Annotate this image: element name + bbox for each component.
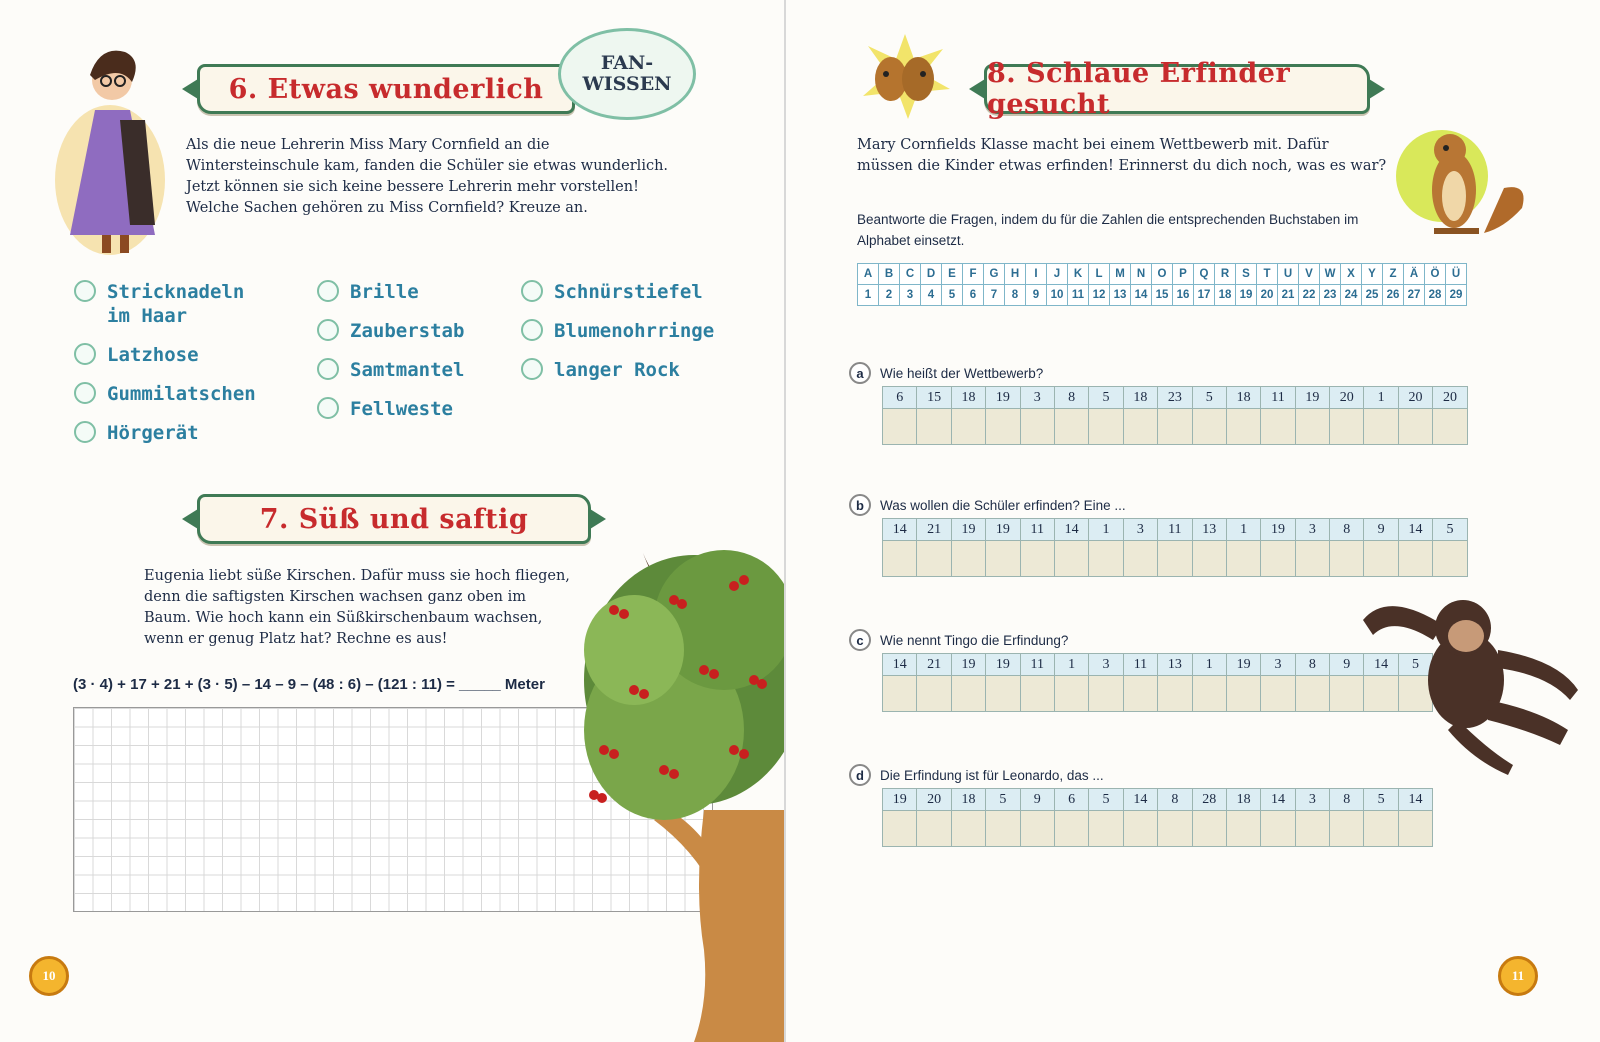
alphabet-number-cell: 27 [1404,285,1425,306]
question-text: Die Erfindung ist für Leonardo, das ... [880,767,1104,783]
checkbox-circle[interactable] [317,280,339,302]
alphabet-number-cell: 24 [1341,285,1362,306]
cipher-code-cell: 19 [883,789,917,811]
alphabet-letter-cell: C [900,264,921,285]
page-number-right: 11 [1498,956,1538,996]
cipher-answer-row [883,409,1468,445]
question-c [849,629,1068,651]
cipher-answer-cell[interactable] [1192,676,1226,712]
cipher-code-row [883,519,1468,541]
cipher-code-cell: 20 [1330,387,1364,409]
cipher-answer-cell[interactable] [1433,541,1467,577]
cipher-answer-cell[interactable] [1261,676,1295,712]
question-a [849,362,1043,384]
section-6-text: Als die neue Lehrerin Miss Mary Cornfield an die Wintersteinschule kam, fanden die Schüler sie etwas wunderlich. Jetzt können sie sich keine bessere Lehrerin mehr vorstellen! Welche Sachen gehören zu Miss Cornfield? Kreuze an. [186,137,669,216]
alphabet-number-cell: 6 [963,285,984,306]
cipher-answer-cell[interactable] [1398,811,1432,847]
alphabet-number-cell: 13 [1110,285,1131,306]
alphabet-letter-cell: O [1152,264,1173,285]
alphabet-letter-cell: Y [1362,264,1383,285]
cipher-code-cell: 3 [1020,387,1054,409]
cipher-code-cell: 19 [1261,519,1295,541]
cipher-code-cell: 1 [1226,519,1260,541]
cipher-answer-cell[interactable] [1295,541,1329,577]
cipher-code-cell: 19 [986,387,1020,409]
cipher-answer-cell[interactable] [1020,676,1054,712]
cipher-code-cell: 14 [1123,789,1157,811]
cipher-answer-cell[interactable] [1158,409,1192,445]
cipher-code-cell: 1 [1192,654,1226,676]
cipher-code-cell: 1 [1089,519,1123,541]
cipher-answer-cell[interactable] [883,541,917,577]
alphabet-letter-cell: V [1299,264,1320,285]
alphabet-letter-cell: X [1341,264,1362,285]
cipher-answer-cell[interactable] [1261,811,1295,847]
cipher-code-cell: 20 [917,789,951,811]
alphabet-letter-cell: T [1257,264,1278,285]
cipher-answer-cell[interactable] [986,811,1020,847]
cipher-answer-cell[interactable] [1261,409,1295,445]
question-letter-badge: d [849,764,871,786]
question-letter-badge: b [849,494,871,516]
checkbox-circle[interactable] [74,421,96,443]
cipher-code-cell: 19 [951,654,985,676]
option-item[interactable]: Stricknadeln im Haar [74,280,264,328]
alphabet-letter-cell: B [879,264,900,285]
option-item[interactable]: langer Rock [521,358,680,382]
question-letter-badge: a [849,362,871,384]
cipher-code-cell: 8 [1158,789,1192,811]
option-item[interactable]: Samtmantel [317,358,464,382]
alphabet-letter-cell: Ä [1404,264,1425,285]
page-number-left: 10 [29,956,69,996]
cherry-tree-illustration [554,530,784,1042]
checkbox-circle[interactable] [521,280,543,302]
cipher-code-cell: 9 [1364,519,1398,541]
cipher-answer-cell[interactable] [1330,541,1364,577]
cipher-answer-cell[interactable] [1364,541,1398,577]
alphabet-letter-cell: W [1320,264,1341,285]
alphabet-letter-cell: G [984,264,1005,285]
alphabet-number-cell: 11 [1068,285,1089,306]
alphabet-letter-cell: R [1215,264,1236,285]
cipher-code-cell: 5 [1433,519,1467,541]
cipher-code-cell: 11 [1123,654,1157,676]
section-6-title: 6. Etwas wunderlich [228,73,544,105]
checkbox-circle[interactable] [317,358,339,380]
question-letter-badge: c [849,629,871,651]
alphabet-number-cell: 22 [1299,285,1320,306]
cipher-answer-cell[interactable] [951,541,985,577]
cipher-code-cell: 13 [1158,654,1192,676]
cipher-answer-row [883,541,1468,577]
section-7-title: 7. Süß und saftig [259,503,529,535]
question-text: Was wollen die Schüler erfinden? Eine ... [880,497,1126,513]
checkbox-circle[interactable] [317,397,339,419]
cipher-code-cell: 15 [917,387,951,409]
checkbox-circle[interactable] [74,343,96,365]
cipher-answer-cell[interactable] [1398,409,1432,445]
cipher-code-cell: 28 [1192,789,1226,811]
cipher-answer-cell[interactable] [1433,409,1467,445]
cipher-answer-cell[interactable] [986,541,1020,577]
cipher-code-cell: 19 [986,654,1020,676]
cipher-answer-cell[interactable] [1123,811,1157,847]
cipher-answer-cell[interactable] [1330,409,1364,445]
cipher-answer-cell[interactable] [986,676,1020,712]
cipher-code-cell: 11 [1020,519,1054,541]
cipher-answer-cell[interactable] [1226,811,1260,847]
cipher-code-cell: 1 [1054,654,1088,676]
cipher-answer-cell[interactable] [1020,541,1054,577]
section-7-text: Eugenia liebt süße Kirschen. Dafür muss sie hoch fliegen, denn die saftigsten Kirschen wachsen ganz oben im Baum. Wie hoch kann ein Süßkirschenbaum wachsen, wenn er genug Platz hat? Rechne es aus! [144,568,570,647]
cipher-answer-cell[interactable] [1192,541,1226,577]
alphabet-letter-cell: H [1005,264,1026,285]
cipher-answer-cell[interactable] [883,676,917,712]
cipher-code-cell: 8 [1330,519,1364,541]
alphabet-letter-cell: Ü [1446,264,1467,285]
alphabet-letter-cell: I [1026,264,1047,285]
cipher-answer-cell[interactable] [951,676,985,712]
cipher-answer-cell[interactable] [1158,811,1192,847]
chipmunks-illustration [858,34,953,119]
cipher-code-cell: 14 [1398,789,1432,811]
teacher-illustration [50,40,180,260]
section-6-banner [197,64,575,114]
alphabet-number-cell: 26 [1383,285,1404,306]
alphabet-number-cell: 3 [900,285,921,306]
checkbox-circle[interactable] [521,319,543,341]
alphabet-number-cell: 9 [1026,285,1047,306]
cipher-answer-cell[interactable] [1295,676,1329,712]
alphabet-number-cell: 17 [1194,285,1215,306]
cipher-code-cell: 11 [1158,519,1192,541]
cipher-code-cell: 14 [883,519,917,541]
option-item[interactable]: Fellweste [317,397,453,421]
alphabet-number-cell: 19 [1236,285,1257,306]
alphabet-letter-cell: Q [1194,264,1215,285]
alphabet-letter-cell: Z [1383,264,1404,285]
cipher-answer-cell[interactable] [1261,541,1295,577]
alphabet-numbers-row [858,285,1467,306]
cipher-code-cell: 6 [883,387,917,409]
cipher-code-cell: 5 [986,789,1020,811]
alphabet-number-cell: 23 [1320,285,1341,306]
cipher-answer-cell[interactable] [1158,676,1192,712]
cipher-code-cell: 3 [1089,654,1123,676]
alphabet-number-cell: 8 [1005,285,1026,306]
cipher-code-cell: 23 [1158,387,1192,409]
cipher-answer-cell[interactable] [1123,541,1157,577]
alphabet-number-cell: 20 [1257,285,1278,306]
alphabet-letter-cell: K [1068,264,1089,285]
cipher-table-a [882,386,1468,445]
cipher-code-cell: 9 [1330,654,1364,676]
alphabet-letter-cell: E [942,264,963,285]
alphabet-letter-cell: U [1278,264,1299,285]
cipher-answer-cell[interactable] [917,541,951,577]
cipher-answer-cell[interactable] [1020,409,1054,445]
cipher-code-cell: 13 [1192,519,1226,541]
cipher-code-cell: 5 [1398,654,1432,676]
alphabet-letter-cell: D [921,264,942,285]
alphabet-letter-cell: S [1236,264,1257,285]
cipher-answer-cell[interactable] [986,409,1020,445]
alphabet-number-cell: 12 [1089,285,1110,306]
cipher-code-cell: 3 [1295,789,1329,811]
alphabet-letter-cell: A [858,264,879,285]
cipher-answer-cell[interactable] [1020,811,1054,847]
alphabet-number-cell: 2 [879,285,900,306]
option-item[interactable]: Zauberstab [317,319,464,343]
monkey-illustration [1348,580,1600,780]
checkbox-circle[interactable] [74,280,96,302]
cipher-code-cell: 8 [1330,789,1364,811]
alphabet-number-cell: 28 [1425,285,1446,306]
cipher-code-cell: 21 [917,654,951,676]
question-d [849,764,1104,786]
cipher-answer-cell[interactable] [1158,541,1192,577]
cipher-code-cell: 14 [883,654,917,676]
cipher-answer-cell[interactable] [1089,676,1123,712]
alphabet-number-cell: 1 [858,285,879,306]
cipher-answer-cell[interactable] [1295,811,1329,847]
cipher-answer-cell[interactable] [1089,409,1123,445]
cipher-code-cell: 3 [1123,519,1157,541]
cipher-code-cell: 21 [917,519,951,541]
cipher-table-b [882,518,1468,577]
cipher-answer-cell[interactable] [1054,676,1088,712]
left-page [0,0,784,1042]
section-8-text: Mary Cornfields Klasse macht bei einem Wettbewerb mit. Dafür müssen die Kinder etwas erfinden! Erinnerst du dich noch, was es war? [857,137,1387,174]
cipher-code-cell: 14 [1261,789,1295,811]
fan-wissen-label: FAN-WISSEN [582,52,672,95]
option-item[interactable]: Gummilatschen [74,382,256,406]
alphabet-number-cell: 5 [942,285,963,306]
alphabet-number-cell: 21 [1278,285,1299,306]
alphabet-number-cell: 15 [1152,285,1173,306]
alphabet-letter-cell: P [1173,264,1194,285]
cipher-code-cell: 18 [1123,387,1157,409]
cipher-code-cell: 20 [1433,387,1467,409]
cipher-code-cell: 14 [1054,519,1088,541]
cipher-answer-cell[interactable] [1226,676,1260,712]
option-item[interactable]: Blumenohrringe [521,319,714,343]
option-item[interactable]: Brille [317,280,419,304]
cipher-code-cell: 14 [1364,654,1398,676]
cipher-answer-row [883,811,1433,847]
section-7-banner [197,494,591,544]
option-item[interactable]: Latzhose [74,343,199,367]
alphabet-number-cell: 4 [921,285,942,306]
cipher-answer-cell[interactable] [1398,541,1432,577]
cipher-answer-cell[interactable] [1364,409,1398,445]
cipher-code-cell: 19 [1295,387,1329,409]
cipher-code-cell: 19 [951,519,985,541]
cipher-answer-cell[interactable] [1054,409,1088,445]
cipher-code-cell: 18 [951,789,985,811]
section-8-banner [984,58,1370,120]
cipher-answer-cell[interactable] [1192,811,1226,847]
cipher-code-cell: 1 [1364,387,1398,409]
chipmunk-illustration [1394,128,1529,246]
cipher-code-cell: 3 [1261,654,1295,676]
section-8-title: 8. Schlaue Erfinder gesucht [987,58,1291,120]
alphabet-number-cell: 7 [984,285,1005,306]
question-text: Wie heißt der Wettbewerb? [880,365,1044,381]
cipher-code-cell: 18 [1226,387,1260,409]
alphabet-number-cell: 18 [1215,285,1236,306]
fan-wissen-badge [558,28,696,120]
cipher-code-cell: 14 [1398,519,1432,541]
cipher-code-cell: 18 [951,387,985,409]
cipher-answer-cell[interactable] [1123,676,1157,712]
cipher-code-cell: 8 [1054,387,1088,409]
cipher-code-cell: 9 [1020,789,1054,811]
alphabet-letter-cell: L [1089,264,1110,285]
question-b [849,494,1126,516]
alphabet-letter-cell: J [1047,264,1068,285]
cipher-answer-cell[interactable] [1089,541,1123,577]
cipher-code-cell: 5 [1089,789,1123,811]
option-item[interactable]: Hörgerät [74,421,199,445]
cipher-code-cell: 18 [1226,789,1260,811]
alphabet-letter-cell: N [1131,264,1152,285]
alphabet-letter-cell: F [963,264,984,285]
cipher-answer-cell[interactable] [1226,409,1260,445]
cipher-code-cell: 5 [1364,789,1398,811]
cipher-answer-cell[interactable] [1364,811,1398,847]
cipher-answer-cell[interactable] [1295,409,1329,445]
cipher-code-row [883,789,1433,811]
alphabet-number-cell: 10 [1047,285,1068,306]
alphabet-letters-row [858,264,1467,285]
alphabet-letter-cell: Ö [1425,264,1446,285]
cipher-code-cell: 6 [1054,789,1088,811]
checkbox-circle[interactable] [317,319,339,341]
alphabet-number-cell: 25 [1362,285,1383,306]
cipher-table-d [882,788,1433,847]
cipher-code-cell: 19 [1226,654,1260,676]
cipher-answer-cell[interactable] [917,409,951,445]
alphabet-number-cell: 14 [1131,285,1152,306]
option-item[interactable]: Schnürstiefel [521,280,703,304]
alphabet-table [857,263,1467,306]
cipher-answer-cell[interactable] [1054,541,1088,577]
cipher-answer-cell[interactable] [951,811,985,847]
cipher-answer-cell[interactable] [1123,409,1157,445]
cipher-answer-cell[interactable] [951,409,985,445]
cipher-answer-cell[interactable] [883,409,917,445]
checkbox-circle[interactable] [521,358,543,380]
cipher-answer-cell[interactable] [1089,811,1123,847]
question-text: Wie nennt Tingo die Erfindung? [880,632,1069,648]
cipher-answer-cell[interactable] [883,811,917,847]
cipher-answer-cell[interactable] [917,811,951,847]
instruction-text: Beantworte die Fragen, indem du für die Zahlen die entsprechenden Buchstaben im Alphabet einsetzt. [857,212,1359,248]
cipher-code-cell: 11 [1261,387,1295,409]
alphabet-number-cell: 29 [1446,285,1467,306]
checkbox-circle[interactable] [74,382,96,404]
cipher-code-cell: 3 [1295,519,1329,541]
cipher-answer-cell[interactable] [1192,409,1226,445]
cipher-answer-cell[interactable] [917,676,951,712]
cipher-code-row [883,387,1468,409]
cipher-answer-cell[interactable] [1054,811,1088,847]
cipher-code-cell: 5 [1089,387,1123,409]
cipher-answer-cell[interactable] [1226,541,1260,577]
cipher-code-cell: 19 [986,519,1020,541]
right-page [786,0,1600,1042]
cipher-answer-cell[interactable] [1330,811,1364,847]
cipher-code-cell: 8 [1295,654,1329,676]
math-formula: (3 · 4) + 17 + 21 + (3 · 5) – 14 – 9 – (48 : 6) – (121 : 11) = _____ Meter [73,676,545,693]
cipher-code-cell: 20 [1398,387,1432,409]
cipher-code-cell: 11 [1020,654,1054,676]
alphabet-number-cell: 16 [1173,285,1194,306]
alphabet-letter-cell: M [1110,264,1131,285]
cipher-code-cell: 5 [1192,387,1226,409]
